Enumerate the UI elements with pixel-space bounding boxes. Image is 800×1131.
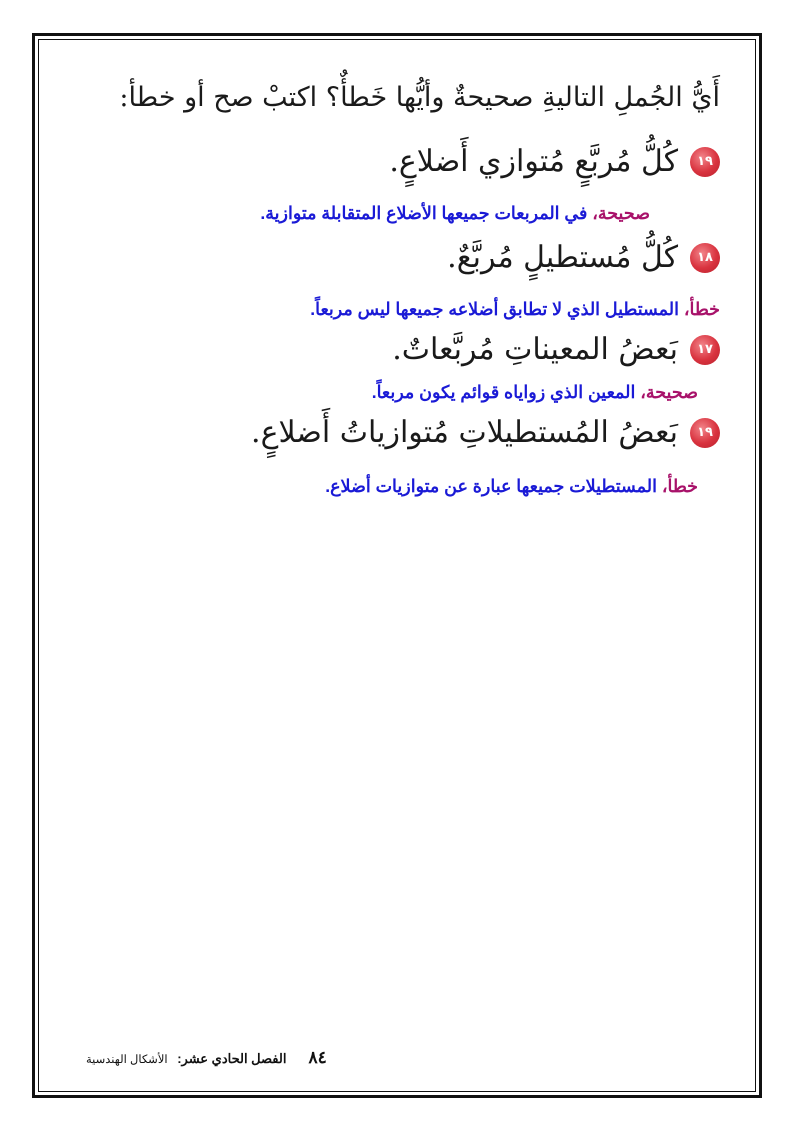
statement-item — [251, 415, 720, 450]
statement-text: كُلُّ مُستطيلٍ مُربَّعٌ. — [447, 240, 678, 275]
statement-text: بَعضُ المُستطيلاتِ مُتوازياتُ أَضلاعٍ. — [251, 415, 678, 450]
statement-text: كُلُّ مُربَّعٍ مُتوازي أَضلاعٍ. — [389, 144, 678, 179]
answer-line — [260, 203, 650, 224]
answer-line — [325, 476, 698, 497]
page-footer — [86, 1048, 327, 1068]
statement-item — [447, 240, 720, 275]
answer-line — [310, 299, 720, 320]
question-prompt: أَيُّ الجُملِ التاليةِ صحيحةٌ وأيُّها خَطأٌ؟ اكتبْ صح أو خطأ: — [119, 82, 720, 113]
answer-verdict: صحيحة، — [592, 203, 650, 223]
page-number: ٨٤ — [308, 1048, 327, 1067]
item-number-badge: ١٧ — [690, 335, 720, 365]
chapter-title — [86, 1051, 286, 1067]
statement-item — [392, 332, 720, 367]
answer-explanation: المستطيل الذي لا تطابق أضلاعه جميعها ليس مربعاً. — [310, 299, 679, 319]
answer-explanation: المستطيلات جميعها عبارة عن متوازيات أضلاع. — [325, 476, 657, 496]
answer-line — [372, 382, 698, 403]
answer-verdict: خطأ، — [661, 476, 698, 496]
statement-text: بَعضُ المعيناتِ مُربَّعاتٌ. — [392, 332, 678, 367]
answer-verdict: صحيحة، — [640, 382, 698, 402]
item-number-badge: ١٨ — [690, 243, 720, 273]
item-number-badge: ١٩ — [690, 418, 720, 448]
answer-explanation: المعين الذي زواياه قوائم يكون مربعاً. — [371, 382, 636, 402]
answer-explanation: في المربعات جميعها الأضلاع المتقابلة متوازية. — [260, 203, 588, 223]
chapter-label: الفصل الحادي عشر: — [177, 1051, 287, 1066]
answer-verdict: خطأ، — [683, 299, 720, 319]
chapter-topic: الأشكال الهندسية — [86, 1054, 168, 1066]
page-border-inner — [38, 39, 756, 1092]
item-number-badge: ١٩ — [690, 147, 720, 177]
statement-item — [389, 144, 720, 179]
